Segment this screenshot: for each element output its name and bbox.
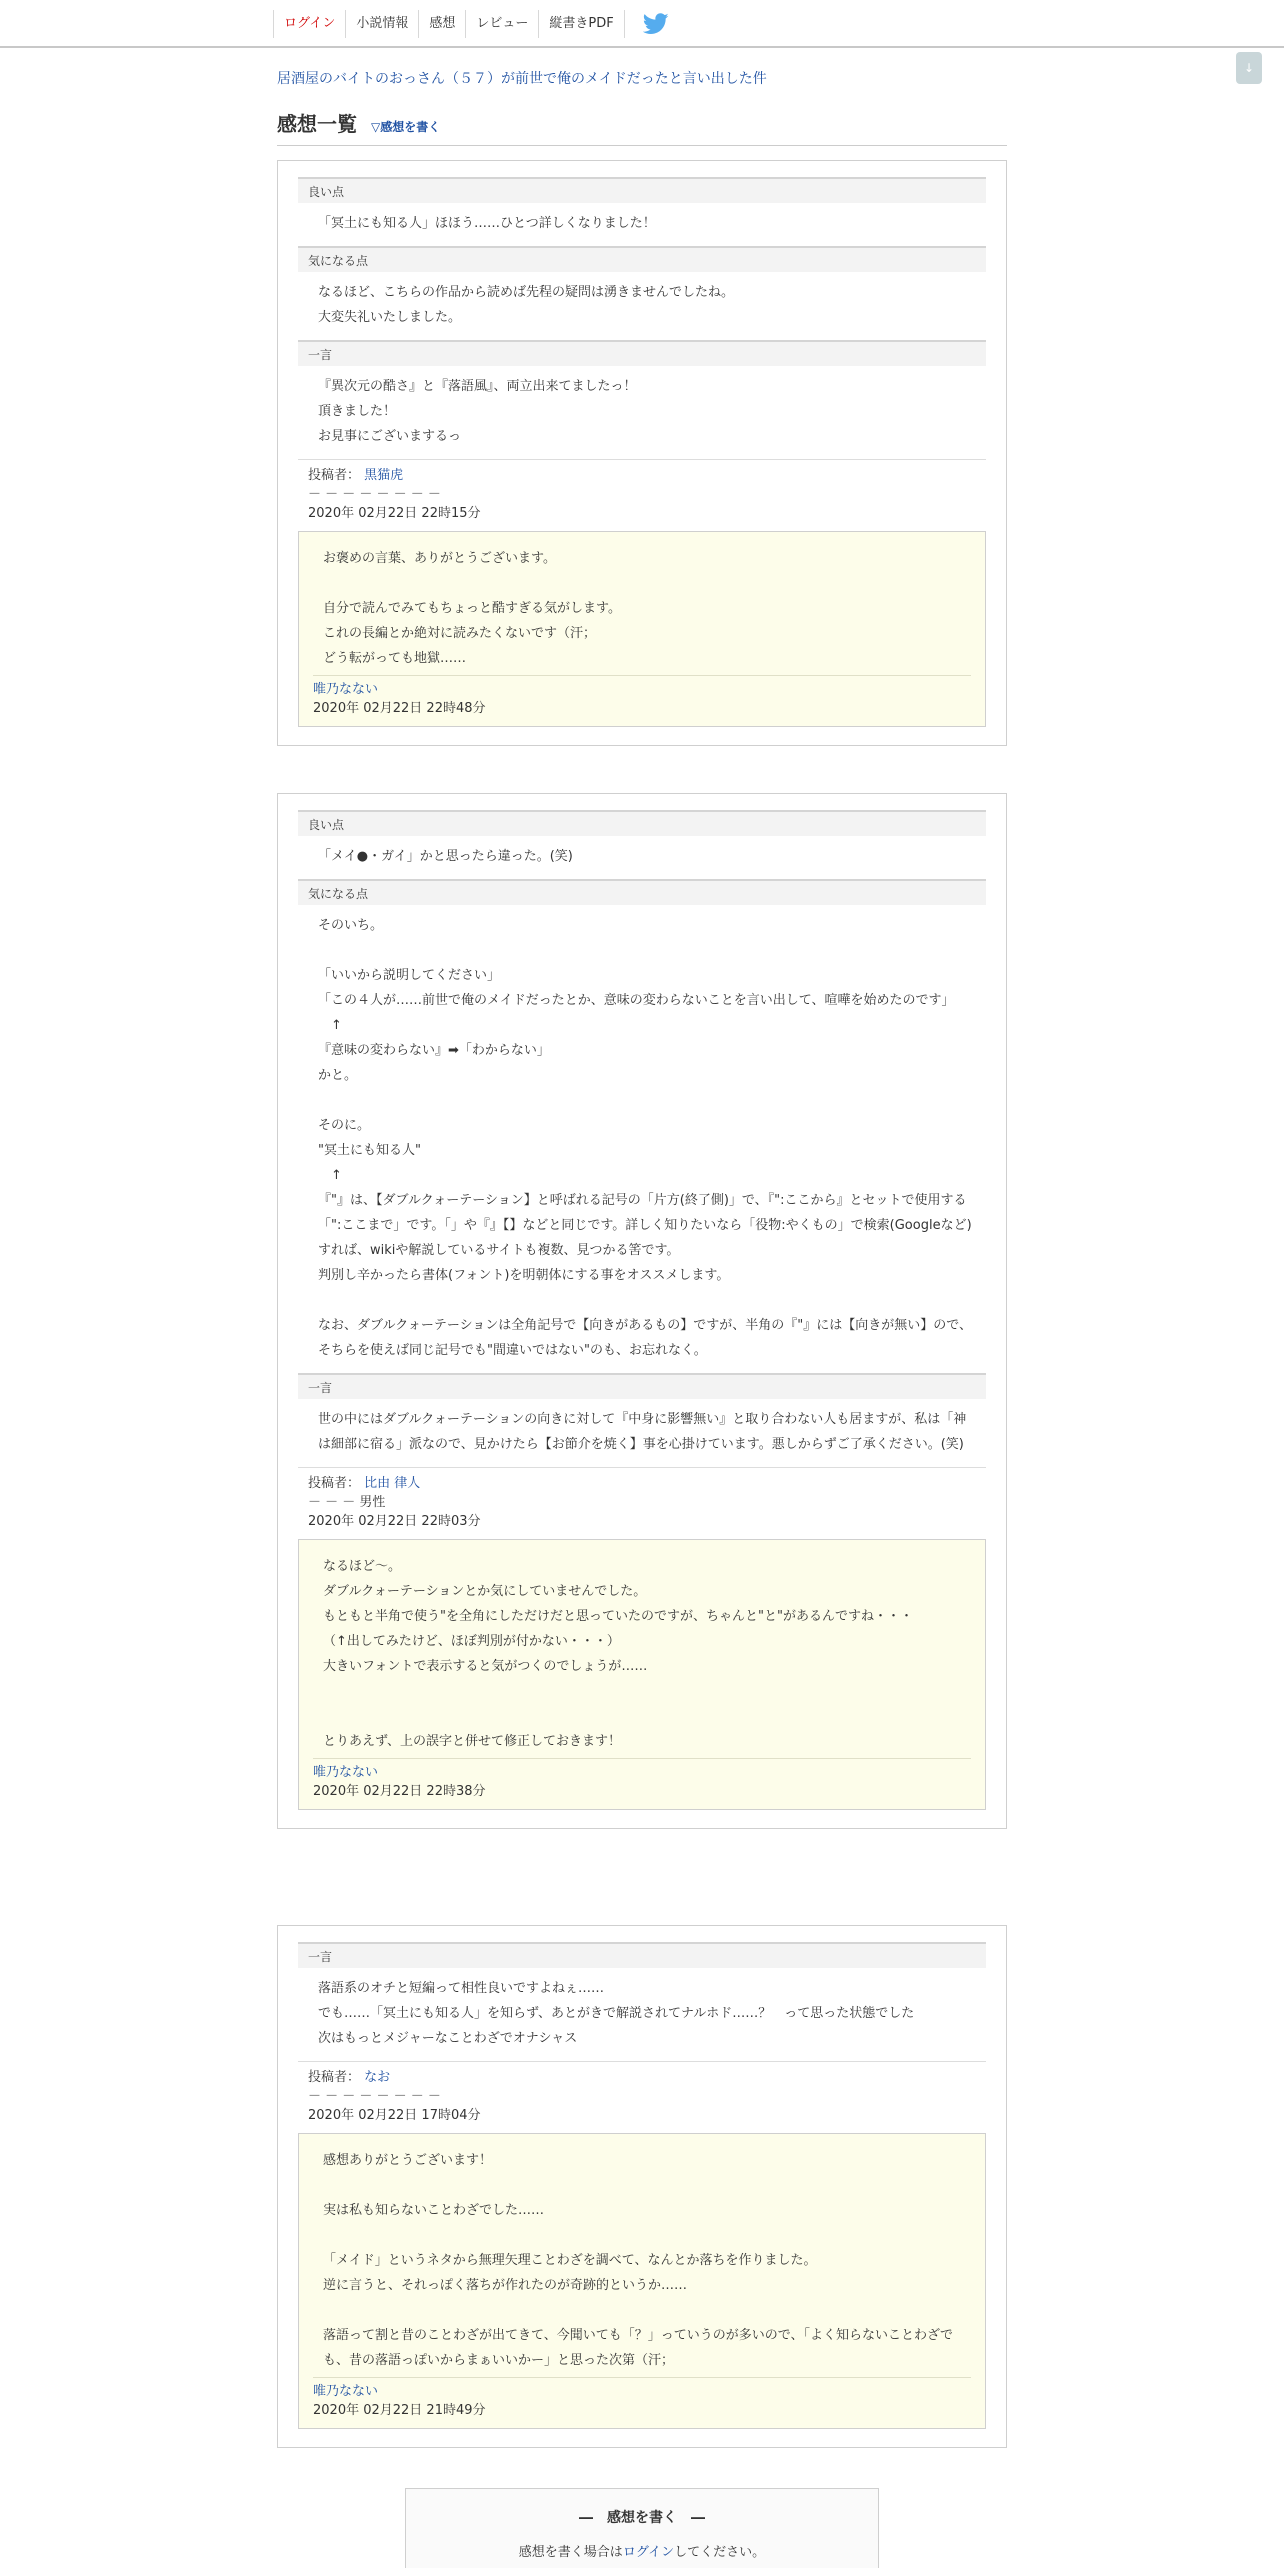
review-meta [298,1467,986,1531]
concern-points-text: そのいち。 「いいから説明してください」 「この４人が……前世で俺のメイドだったとか、意味の変わらないことを言い出して、喧嘩を始めたのです」 ↑ 『意味の変わらない』➡「わからない」 かと。 そのに。 "冥土にも知る人" ↑ 『"』は、【ダブルクォーテーション】と呼ばれる記号の「片方(終了側)」で、『":ここから』とセットで使用する「":ここまで」です。「」や『』【】などと同じです。詳しく知りたいなら「役物:やくもの」で検索(Googleなど)すれば、wikiや解説しているサイトも複数、見つかる筈です。 判別し辛かったら書体(フォント)を明朝体にする事をオススメします。 なお、ダブルクォーテーションは全角記号で【向きがあるもの】ですが、半角の『"』には【向きが無い】ので、そちらを使えば同じ記号でも"間違いではない"のも、お忘れなく。 [318,918,973,1358]
reply-author-link[interactable]: 唯乃なない [313,682,379,697]
reply-date: 2020年 02月22日 22時48分 [313,701,486,716]
review-date: 2020年 02月22日 22時15分 [308,506,481,521]
nav-impressions-link[interactable]: 感想 [418,10,465,38]
poster-name-link[interactable]: 黒猫虎 [364,468,404,483]
author-reply [298,2133,986,2429]
nav-vertical-pdf-link[interactable]: 縦書きPDF [538,10,624,38]
poster-profile: － － － 男性 [308,1495,386,1510]
page-header [277,108,1007,146]
novel-title-link[interactable]: 居酒屋のバイトのおっさん（５７）が前世で俺のメイドだったと言い出した件 [277,71,767,87]
poster-label: 投稿者： [308,1476,361,1491]
comment-heading: 一言 [298,340,986,366]
login-note-prefix: 感想を書く場合は [518,2545,623,2560]
poster-profile: － － － － － － － － [308,2089,441,2104]
review-card [277,1925,1007,2448]
nav-menu [273,10,669,38]
comment-heading: 一言 [298,1942,986,1968]
login-link[interactable]: ログイン [622,2545,675,2560]
poster-label: 投稿者： [308,468,361,483]
poster-label: 投稿者： [308,2070,361,2085]
reply-text: なるほど～。 ダブルクォーテーションとか気にしていませんでした。 もともと半角で使う"を全角にしただけだと思っていたのですが、ちゃんと"と"があるんですね・・・ （↑出してみたけど、ほぼ判別が付かない・・・） 大きいフォントで表示すると気がつくのでしょうが…… とりあえず、上の誤字と併せて修正しておきます！ [323,1559,913,1749]
login-note-suffix: してください。 [674,2545,766,2560]
review-date: 2020年 02月22日 17時04分 [308,2108,481,2123]
write-impression-link[interactable]: ▽感想を書く [371,120,441,134]
author-reply [298,1539,986,1810]
review-card [277,793,1007,1829]
concern-points-heading: 気になる点 [298,879,986,905]
write-box-title: ― 感想を書く ― [579,2510,705,2526]
author-reply [298,531,986,727]
comment-text: 世の中にはダブルクォーテーションの向きに対して『中身に影響無い』と取り合わない人も居ますが、私は「神は細部に宿る」派なので、見かけたら【お節介を焼く】事を心掛けています。悪しからずご了承ください。(笑) [318,1412,967,1452]
nav-review-link[interactable]: レビュー [465,10,538,38]
review-date: 2020年 02月22日 22時03分 [308,1514,481,1529]
twitter-icon[interactable] [643,10,669,38]
nav-novel-info-link[interactable]: 小説情報 [345,10,418,38]
concern-points-heading: 気になる点 [298,246,986,272]
concern-points-text: なるほど、こちらの作品から読めば先程の疑問は湧きませんでしたね。 大変失礼いたしました。 [318,285,735,325]
good-points-text: 「冥土にも知る人」ほほう……ひとつ詳しくなりました！ [318,216,656,231]
poster-name-link[interactable]: 比由 律人 [364,1476,421,1491]
reply-text: お褒めの言葉、ありがとうございます。 自分で読んでみてもちょっと酷すぎる気がします。 これの長編とか絶対に読みたくないです（汗； どう転がっても地獄…… [323,551,621,666]
reply-date: 2020年 02月22日 21時49分 [313,2403,486,2418]
good-points-heading: 良い点 [298,810,986,836]
write-box-note [406,2541,878,2560]
good-points-text: 「メイ●・ガイ」かと思ったら違った。(笑) [318,849,573,864]
page-title: 感想一覧 [277,112,357,136]
reply-author-link[interactable]: 唯乃なない [313,2384,379,2399]
comment-text: 『異次元の酷さ』と『落語風』、両立出来てましたっ！ 頂きました！ お見事にございまするっ [318,379,637,444]
reply-author-link[interactable]: 唯乃なない [313,1765,379,1780]
scroll-down-button[interactable]: ↓ [1236,52,1262,84]
review-meta [298,459,986,523]
top-nav-bar [0,0,1284,48]
poster-name-link[interactable]: なお [364,2070,391,2085]
poster-profile: － － － － － － － － [308,487,441,502]
comment-text: 落語系のオチと短編って相性良いですよねぇ…… でも……「冥土にも知る人」を知らず、あとがきで解説されてナルホド……？ って思った状態でした 次はもっとメジャーなことわざでオナシャス [318,1981,915,2046]
nav-login-link[interactable]: ログイン [273,10,345,38]
reply-date: 2020年 02月22日 22時38分 [313,1784,486,1799]
good-points-heading: 良い点 [298,177,986,203]
comment-heading: 一言 [298,1373,986,1399]
reply-text: 感想ありがとうございます！ 実は私も知らないことわざでした…… 「メイド」というネタから無理矢理ことわざを調べて、なんとか落ちを作りました。 逆に言うと、それっぽく落ちが作れたのが奇跡的というか…… 落語って割と昔のことわざが出てきて、今聞いても「？」っていうのが多いので、「よく知らないことわざでも、昔の落語っぽいからまぁいいかー」と思った次第（汗； [323,2153,953,2368]
write-impression-box [405,2488,879,2568]
review-meta [298,2061,986,2125]
review-card [277,160,1007,746]
